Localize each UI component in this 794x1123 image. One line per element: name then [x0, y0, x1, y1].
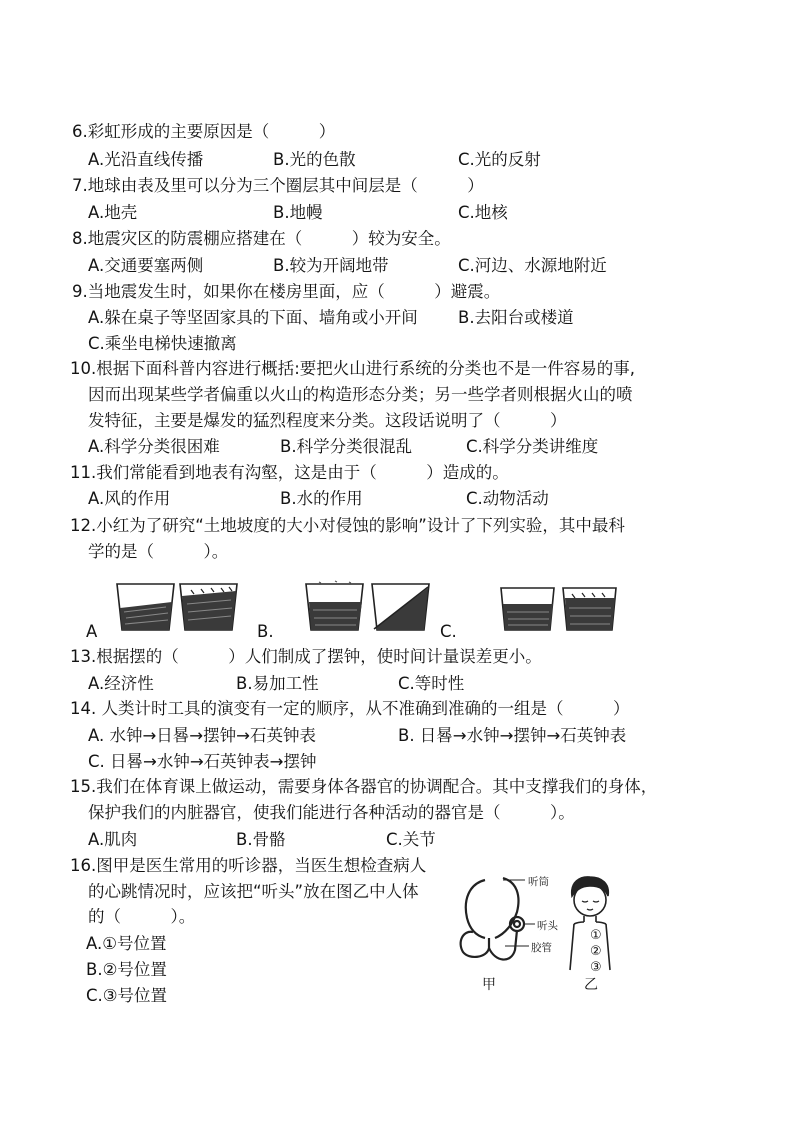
- question-7-stem: 7.地球由表及里可以分为三个圈层其中间层是（ ）: [72, 176, 484, 195]
- container-diagonal-soil: [372, 584, 429, 630]
- question-16-line-1: 16.图甲是医生常用的听诊器，当医生想检查病人: [70, 856, 427, 875]
- question-9-option-c: C.乘坐电梯快速撤离: [88, 334, 237, 353]
- experiment-figure-b: [305, 582, 433, 634]
- question-8-stem: 8.地震灾区的防震棚应搭建在（ ）较为安全。: [72, 229, 451, 248]
- question-12-option-b: B.: [257, 622, 274, 641]
- question-16-line-2: 的心跳情况时，应该把“听头”放在图乙中人体: [88, 882, 419, 901]
- question-8-option-b: B.较为开阔地带: [273, 256, 389, 275]
- question-16-option-c: C.③号位置: [86, 986, 168, 1005]
- container-steep-slope: [180, 584, 237, 630]
- question-6-option-c: C.光的反射: [458, 150, 541, 169]
- question-13-option-b: B.易加工性: [236, 674, 319, 693]
- label-tingtou: 听头: [537, 920, 558, 932]
- question-13-option-a: A.经济性: [88, 674, 154, 693]
- question-12-option-c: C.: [440, 622, 457, 641]
- experiment-figure-a: [116, 582, 238, 634]
- question-8-option-a: A.交通要塞两侧: [88, 256, 204, 275]
- question-10-line-3: 发特征，主要是爆发的猛烈程度来分类。这段话说明了（ ）: [88, 411, 567, 430]
- question-14-option-b: B. 日晷→水钟→摆钟→石英钟表: [398, 726, 627, 745]
- position-mark-1: ①: [590, 928, 602, 943]
- question-11-option-a: A.风的作用: [88, 489, 171, 508]
- label-jiaoguan: 胶管: [531, 942, 552, 954]
- question-8-option-c: C.河边、水源地附近: [458, 256, 607, 275]
- question-16-line-3: 的（ ）。: [88, 907, 196, 926]
- question-12-line-2: 学的是（ ）。: [88, 542, 229, 561]
- container-level-soil-left: [501, 588, 554, 630]
- figure-label-jia: 甲: [482, 977, 496, 993]
- question-14-option-c: C. 日晷→水钟→石英钟表→摆钟: [88, 752, 317, 771]
- question-10-line-1: 10.根据下面科普内容进行概括:要把火山进行系统的分类也不是一件容易的事,: [70, 359, 636, 378]
- question-16-option-b: B.②号位置: [86, 960, 167, 979]
- figure-label-yi: 乙: [584, 977, 598, 993]
- stethoscope-icon: [461, 878, 524, 960]
- question-10-line-2: 因而出现某些学者偏重以火山的构造形态分类；另一些学者则根据火山的喷: [88, 385, 633, 404]
- question-11-option-c: C.动物活动: [466, 489, 549, 508]
- question-15-line-2: 保护我们的内脏器官，使我们能进行各种活动的器官是（ ）。: [88, 803, 575, 822]
- question-9-stem: 9.当地震发生时，如果你在楼房里面，应（ ）避震。: [72, 282, 501, 301]
- question-10-option-b: B.科学分类很混乱: [280, 437, 413, 456]
- question-10-option-a: A.科学分类很困难: [88, 437, 220, 456]
- container-level-soil-right: [563, 588, 616, 630]
- question-9-option-a: A.躲在桌子等坚固家具的下面、墙角或小开间: [88, 308, 418, 327]
- question-6-stem: 6.彩虹形成的主要原因是（ ）: [72, 122, 336, 141]
- position-mark-3: ③: [590, 960, 602, 975]
- question-7-option-a: A.地壳: [88, 203, 138, 222]
- question-9-option-b: B.去阳台或楼道: [458, 308, 574, 327]
- question-14-stem: 14. 人类计时工具的演变有一定的顺序，从不准确到准确的一组是（ ）: [70, 699, 630, 718]
- question-13-option-c: C.等时性: [398, 674, 465, 693]
- question-15-line-1: 15.我们在体育课上做运动，需要身体各器官的协调配合。其中支撑我们的身体，: [70, 777, 658, 796]
- question-15-option-a: A.肌肉: [88, 830, 138, 849]
- question-7-option-b: B.地幔: [273, 203, 323, 222]
- container-level-soil: [306, 581, 363, 630]
- question-7-option-c: C.地核: [458, 203, 508, 222]
- question-10-option-c: C.科学分类讲维度: [466, 437, 599, 456]
- question-15-option-b: B.骨骼: [236, 830, 286, 849]
- question-14-option-a: A. 水钟→日晷→摆钟→石英钟表: [88, 726, 316, 745]
- question-12-line-1: 12.小红为了研究“土地坡度的大小对侵蚀的影响”设计了下列实验，其中最科: [70, 516, 625, 535]
- question-6-option-a: A.光沿直线传播: [88, 150, 204, 169]
- question-12-option-a: A: [86, 622, 98, 641]
- label-tingtong: 听筒: [528, 876, 549, 888]
- question-6-option-b: B.光的色散: [273, 150, 356, 169]
- position-mark-2: ②: [590, 944, 602, 959]
- question-11-option-b: B.水的作用: [280, 489, 363, 508]
- question-16-option-a: A.①号位置: [86, 934, 167, 953]
- question-15-option-c: C.关节: [386, 830, 436, 849]
- question-13-stem: 13.根据摆的（ ）人们制成了摆钟，使时间计量误差更小。: [70, 647, 542, 666]
- container-flat-slope: [117, 584, 174, 630]
- experiment-figure-c: [500, 586, 622, 634]
- question-11-stem: 11.我们常能看到地表有沟壑，这是由于（ ）造成的。: [70, 463, 509, 482]
